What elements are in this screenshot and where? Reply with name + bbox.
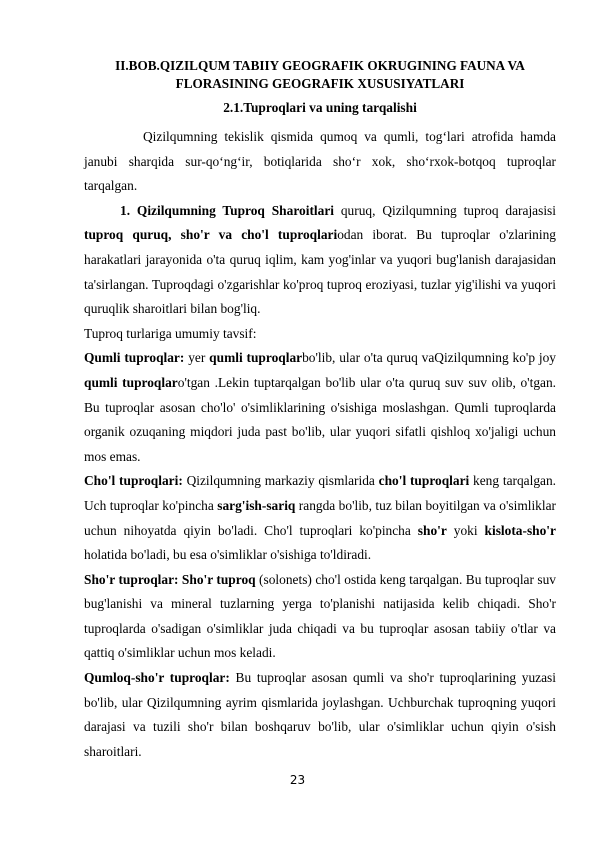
text-span: odan iborat. Bu tuproqlar o'zlarining harakatlari jarayonida o'ta quruq iqlim, kam yog'inlar va yuqori bug'lanish darajasidan ta'sirlangan. Tuproqdagi o'zgarishlar ko'proq tuproq eroziyasi, tuzlar yig'ilishi va yuqori quruqlik sharoitlari bilan bog'liq. xyxy=(84,227,556,317)
bold-lead: 1. Qizilqumning Tuproq Sharoitlari xyxy=(120,202,334,218)
text-span: bo'lib, ular o'ta quruq vaQizilqumning ko'p joy xyxy=(302,350,557,366)
paragraph-intro: Qizilqumning tekislik qismida qumoq va qumli, tog‘lari atrofida hamda janubi sharqida sur-qo‘ng‘ir, botiqlarida sho‘r xok, sho‘rxok-botqoq tuproqlar tarqalgan. xyxy=(84,129,556,194)
text-span: Bu tuproqlar asosan qumli va sho'r tuproqlarining yuzasi bo'lib, ular Qizilqumning ayrim qismlarida joylashgan. Uchburchak tuproqning yuqori darajasi va tuzili sho'r bilan boshqaruv bo'lib, ular o'simliklar uchun qiyin o'sish sharoitlari. xyxy=(84,670,556,759)
paragraph-saline-soils xyxy=(84,568,556,666)
bold-term: cho'l tuproqlari xyxy=(378,473,470,489)
text-span: rangda bo'lib, tuz bilan boyitilgan va o'simliklar uchun nihoyatda qiyin bo'ladi. Cho'l tuproqlari ko'pincha xyxy=(84,497,556,538)
chapter-title: II.BOB.QIZILQUM TABIIY GEOGRAFIK OKRUGINING FAUNA VA FLORASINING GEOGRAFIK XUSUSIYATLARI xyxy=(115,58,525,91)
text-span: yoki xyxy=(446,522,485,538)
bold-term: tuproq quruq, sho'r va cho'l tuproqlari xyxy=(84,227,338,243)
body-text xyxy=(84,125,556,764)
text-span: keng tarqalgan. Uch tuproqlar ko'pincha xyxy=(84,473,557,513)
paragraph-sandy-soils xyxy=(84,346,556,469)
bold-lead: Sho'r tuproqlar: Sho'r tuproq xyxy=(84,571,256,587)
text-span: o'tgan .Lekin tuptarqalgan bo'lib ular o'ta quruq suv suv olib, o'tgan. Bu tuproqlar asosan cho'lo' o'simliklarining o'sishiga moslashgan. Qumli tuproqlarda organik ozuqaning miqdori juda past bo'lib, ular yuqori sifatli qishloq xo'jaligi uchun mos emas. xyxy=(84,374,556,464)
text-span: Qizilqumning markaziy qismlarida xyxy=(182,473,379,489)
bold-term: sarg'ish-sariq xyxy=(217,497,296,513)
bold-term: qumli tuproqlar xyxy=(84,374,178,390)
paragraph-general-description: Tuproq turlariga umumiy tavsif: xyxy=(84,325,257,341)
bold-lead: Qumli tuproqlar: xyxy=(84,350,185,366)
bold-lead: Cho'l tuproqlari: xyxy=(84,473,183,489)
text-span: yer xyxy=(184,350,210,366)
page-number: 23 xyxy=(289,773,306,787)
paragraph-soil-conditions xyxy=(84,199,556,322)
bold-term: qumli tuproqlar xyxy=(209,350,303,366)
section-title: 2.1.Tuproqlari va uning tarqalishi xyxy=(223,100,417,115)
text-span: (solonets) cho'l ostida keng tarqalgan. Bu tuproqlar suv bug'lanishi va mineral tuzlarning yerga to'planishi natijasida kelib chiqadi. Sho'r tuproqlarda o'sadigan o'simliklar juda chiqadi va bu tuproqlar asosan tabiiy o'tlar va qattiq o'simliklar uchun mos keladi. xyxy=(84,571,557,661)
bold-lead: Qumloq-sho'r tuproqlar: xyxy=(84,670,230,686)
bold-term: sho'r xyxy=(417,522,447,538)
text-span: holatida bo'ladi, bu esa o'simliklar o'sishiga to'ldiradi. xyxy=(84,547,372,563)
paragraph-desert-soils xyxy=(84,469,556,567)
bold-term: kislota-sho'r xyxy=(484,522,556,538)
text-span: quruq, Qizilqumning tuproq darajasisi xyxy=(333,202,556,218)
paragraph-sandy-saline-soils xyxy=(84,666,556,764)
